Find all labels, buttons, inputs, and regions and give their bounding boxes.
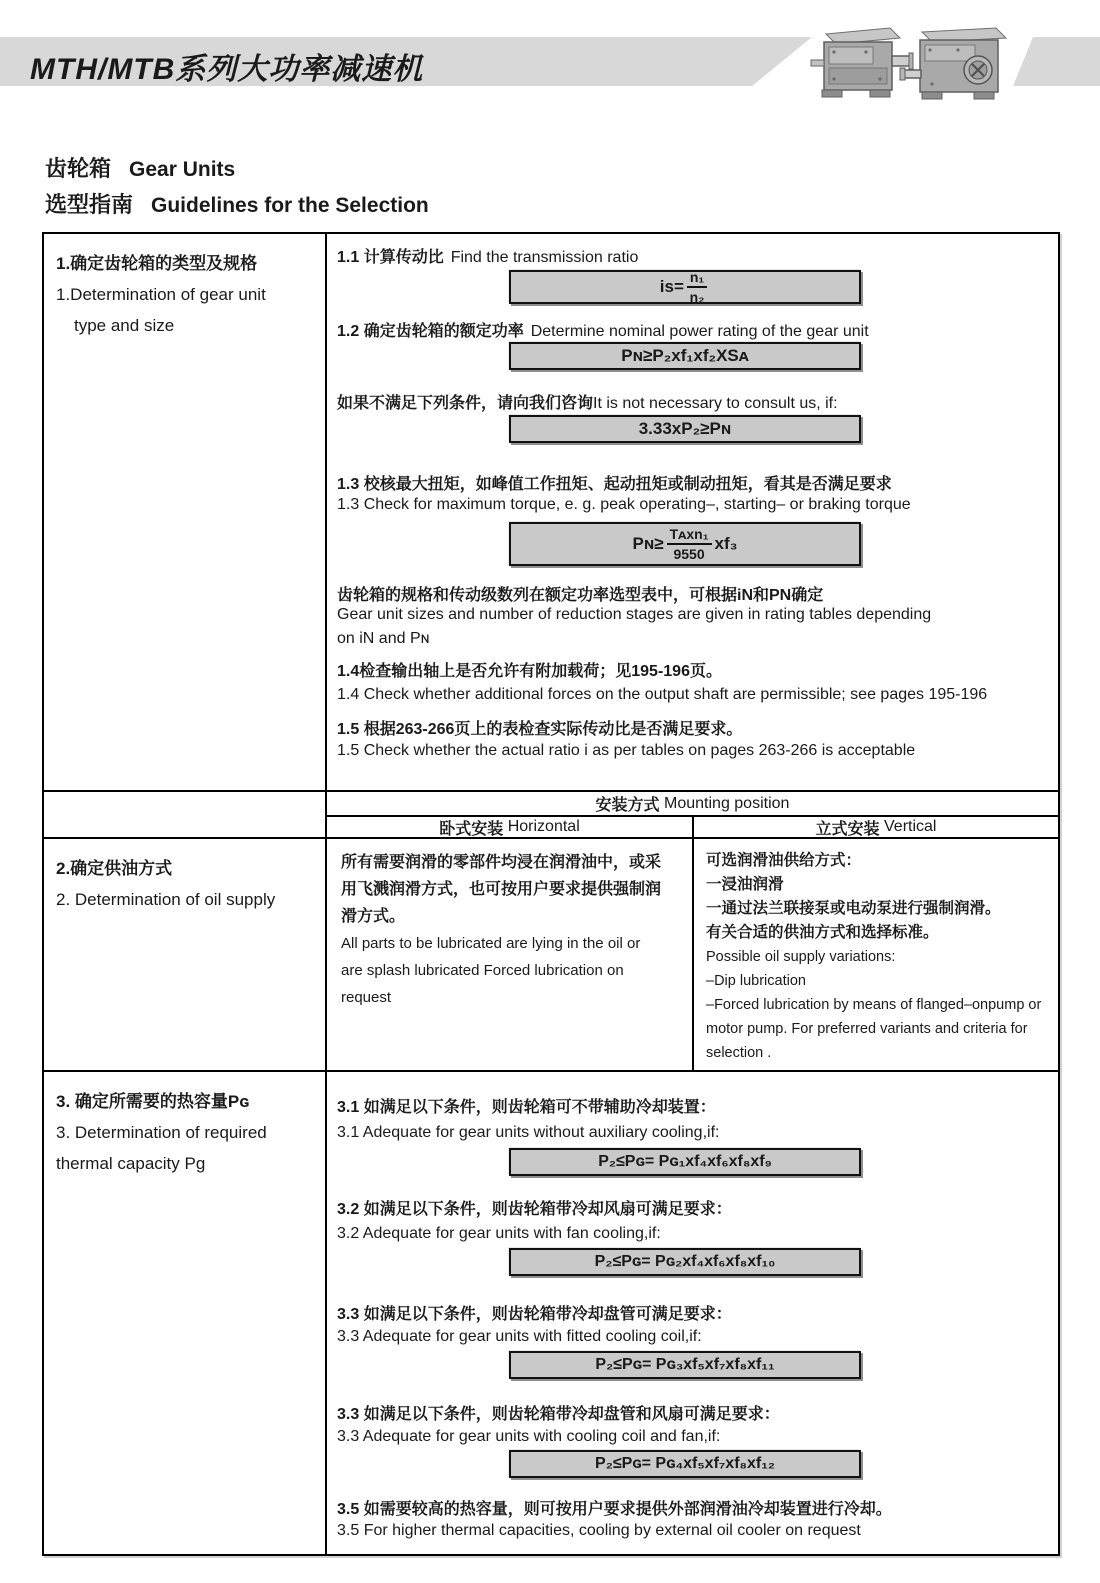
mounting-position-header: 安装方式 Mounting position — [595, 794, 790, 814]
rating-table-note-en1: Gear unit sizes and number of reduction stages are given in rating tables depending — [337, 606, 932, 623]
item-1-3-label-zh: 1.3 校核最大扭矩，如峰值工作扭矩、起动扭矩或制动扭矩，看其是否满足要求 — [337, 476, 892, 493]
formula-box-coil-and-fan: P₂≤Pɢ= Pɢ₄xf₅xf₇xf₈xf₁₂ — [509, 1450, 861, 1478]
gear-unit-illustrations — [810, 18, 1020, 118]
item-3-2-label-zh: 3.2 如满足以下条件，则齿轮箱带冷却风扇可满足要求： — [337, 1201, 732, 1218]
item-3-4-label-en: 3.3 Adequate for gear units with cooling coil and fan,if: — [337, 1428, 721, 1445]
formula-box-consult-condition: 3.33xP₂≥Pɴ — [509, 415, 861, 443]
selection-guideline-table — [42, 232, 1060, 1556]
oil-vertical-line: –Forced lubrication by means of flanged–onpump or — [706, 997, 1042, 1013]
section3-title-en2: thermal capacity Pg — [56, 1154, 206, 1173]
item-1-2-label: 1.2 确定齿轮箱的额定功率 Determine nominal power rating of the gear unit — [337, 323, 869, 340]
section3-title-en1: 3. Determination of required — [56, 1123, 267, 1142]
item-1-5-label-en: 1.5 Check whether the actual ratio i as per tables on pages 263-266 is acceptable — [337, 742, 916, 759]
mounting-vertical-header: 立式安装 Vertical — [815, 818, 937, 838]
oil-horizontal-line: All parts to be lubricated are lying in the oil or — [341, 935, 641, 952]
formula-ratio-fraction: $\frac{\text{n₁}}{\text{n₂}}$ — [687, 270, 707, 304]
section1-left-cell — [44, 234, 325, 790]
item-1-1-label: 1.1 计算传动比 Find the transmission ratio — [337, 249, 639, 266]
oil-vertical-line: selection . — [706, 1045, 772, 1061]
item-3-5-label-zh: 3.5 如需要较高的热容量，则可按用户要求提供外部润滑油冷却装置进行冷却。 — [337, 1501, 892, 1518]
formula-torque-pre: Pɴ≥ — [632, 534, 664, 553]
oil-vertical-line: 可选润滑油供给方式： — [706, 852, 862, 869]
formula-box-max-torque — [509, 522, 861, 566]
item-3-1-label-zh: 3.1 如满足以下条件，则齿轮箱可不带辅助冷却装置： — [337, 1099, 716, 1116]
oil-vertical-line: 一通过法兰联接泵或电动泵进行强制润滑。 — [706, 900, 1001, 917]
oil-horizontal-line: 滑方式。 — [341, 908, 406, 925]
item-3-3-label-en: 3.3 Adequate for gear units with fitted cooling coil,if: — [337, 1328, 702, 1345]
banner-stripe-right — [1013, 37, 1100, 86]
rating-table-note-zh: 齿轮箱的规格和传动级数列在额定功率选型表中，可根据iN和PN确定 — [337, 587, 824, 604]
item-3-5-label-en: 3.5 For higher thermal capacities, cooling by external oil cooler on request — [337, 1522, 861, 1539]
formula-box-nominal-power: Pɴ≥P₂xf₁xf₂XSᴀ — [509, 342, 861, 370]
page-title-guidelines-zh: 选型指南 — [45, 192, 134, 217]
page-title-guidelines-en: Guidelines for the Selection — [151, 194, 429, 217]
oil-vertical-line: –Dip lubrication — [706, 973, 806, 989]
formula-torque-post: xf₃ — [714, 534, 738, 553]
section3-content-cell — [327, 1070, 1058, 1558]
section1-title-zh: 1.确定齿轮箱的类型及规格 — [56, 254, 258, 273]
item-3-4-label-zh: 3.3 如满足以下条件，则齿轮箱带冷却盘管和风扇可满足要求： — [337, 1406, 780, 1423]
gear-unit-illustration-bevel — [900, 28, 1006, 99]
consult-note-label: 如果不满足下列条件，请向我们咨询It is not necessary to consult us, if: — [337, 395, 838, 412]
oil-vertical-line: 有关合适的供油方式和选择标准。 — [706, 924, 939, 941]
oil-vertical-line: 一浸油润滑 — [706, 876, 784, 893]
page-title-gear-units — [45, 152, 235, 183]
oil-horizontal-line: are splash lubricated Forced lubrication on — [341, 962, 624, 979]
banner-title: MTH/MTB系列大功率减速机 — [30, 53, 424, 86]
formula-ratio-pre: is= — [659, 277, 684, 296]
gear-unit-illustration-horizontal — [811, 28, 913, 97]
formula-torque-fraction: $\frac{\text{Tᴀxn₁}}{9550}$ — [667, 527, 712, 561]
mounting-horizontal-header: 卧式安装 Horizontal — [439, 818, 580, 838]
formula-box-cooling-coil: P₂≤Pɢ= Pɢ₃xf₅xf₇xf₈xf₁₁ — [509, 1351, 861, 1379]
oil-vertical-line: Possible oil supply variations: — [706, 949, 896, 965]
section3-title-zh: 3. 确定所需要的热容量Pɢ — [56, 1092, 250, 1111]
formula-box-no-auxiliary-cooling: P₂≤Pɢ= Pɢ₁xf₄xf₆xf₈xf₉ — [509, 1148, 861, 1176]
section2-vertical-cell — [694, 837, 1058, 1070]
item-3-2-label-en: 3.2 Adequate for gear units with fan cooling,if: — [337, 1225, 661, 1242]
section3-left-cell — [44, 1070, 325, 1558]
oil-horizontal-line: 所有需要润滑的零部件均浸在润滑油中，或采 — [341, 854, 662, 871]
section1-content-cell — [327, 234, 1058, 790]
page-title-gear-units-zh: 齿轮箱 — [45, 156, 112, 181]
formula-box-transmission-ratio — [509, 270, 861, 304]
item-3-1-label-en: 3.1 Adequate for gear units without auxiliary cooling,if: — [337, 1124, 720, 1141]
section2-title-zh: 2.确定供油方式 — [56, 859, 173, 878]
item-1-5-label-zh: 1.5 根据263-266页上的表检查实际传动比是否满足要求。 — [337, 721, 743, 738]
page-title-guidelines — [45, 188, 429, 219]
section2-left-cell — [44, 837, 325, 1070]
rating-table-note-en2: on iN and Pɴ — [337, 630, 430, 647]
oil-vertical-line: motor pump. For preferred variants and criteria for — [706, 1021, 1028, 1037]
oil-horizontal-line: 用飞溅润滑方式，也可按用户要求提供强制润 — [341, 881, 662, 898]
section1-title-en2: type and size — [74, 316, 175, 335]
item-3-3-label-zh: 3.3 如满足以下条件，则齿轮箱带冷却盘管可满足要求： — [337, 1306, 732, 1323]
section2-horizontal-cell — [327, 837, 692, 1070]
item-1-3-label-en: 1.3 Check for maximum torque, e. g. peak operating–, starting– or braking torque — [337, 496, 911, 513]
section1-title-en1: 1.Determination of gear unit — [56, 285, 266, 304]
item-1-4-label-en: 1.4 Check whether additional forces on the output shaft are permissible; see pages 195-196 — [337, 686, 988, 703]
page-title-gear-units-en: Gear Units — [129, 158, 236, 181]
section2-title-en: 2. Determination of oil supply — [56, 890, 276, 909]
oil-horizontal-line: request — [341, 989, 392, 1006]
formula-box-fan-cooling: P₂≤Pɢ= Pɢ₂xf₄xf₆xf₈xf₁₀ — [509, 1248, 861, 1276]
item-1-4-label-zh: 1.4检查输出轴上是否允许有附加载荷；见195-196页。 — [337, 663, 722, 680]
